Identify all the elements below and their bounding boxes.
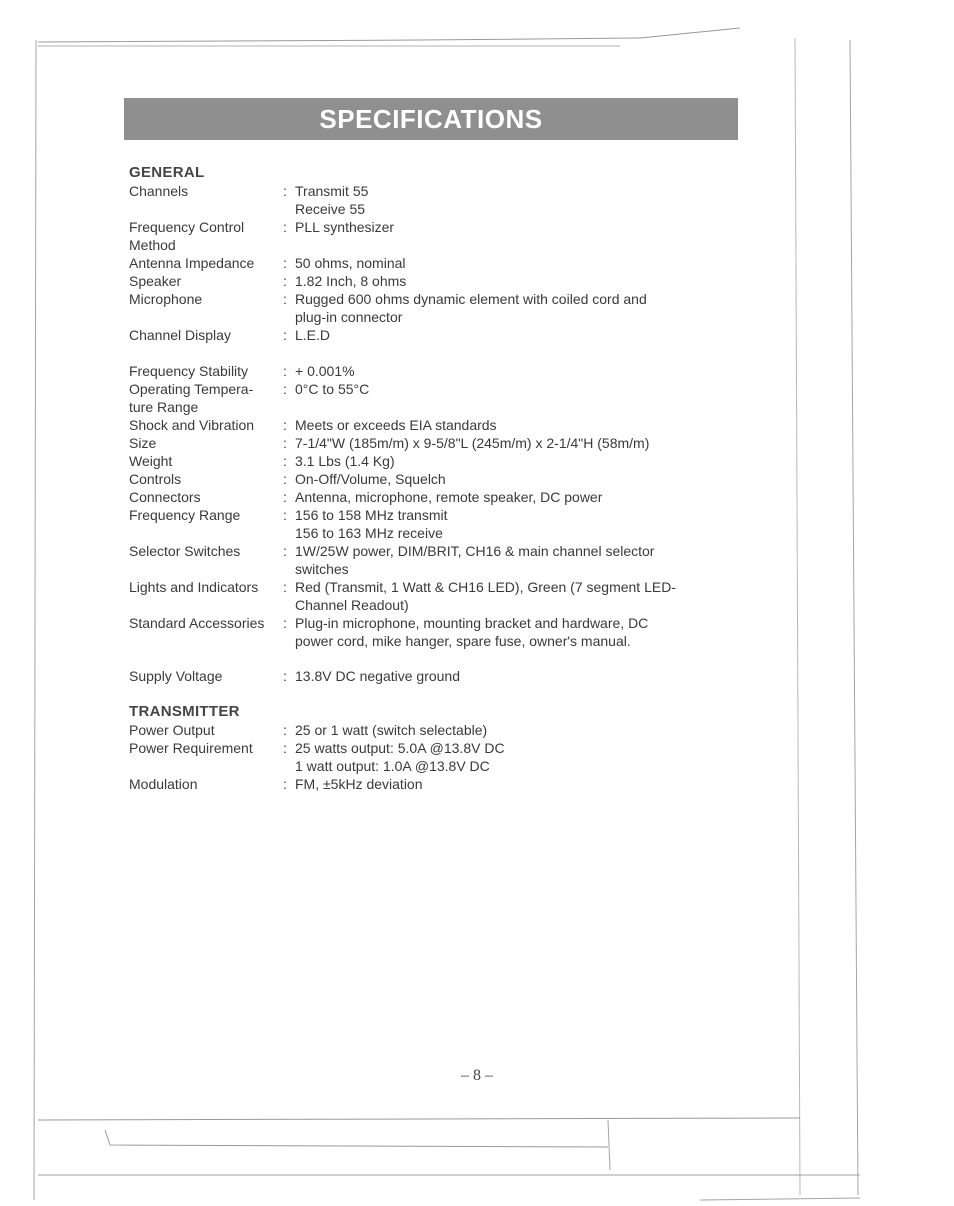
spec-label: Supply Voltage	[129, 668, 223, 684]
spec-value: + 0.001%	[295, 363, 355, 379]
spec-separator: :	[283, 543, 287, 559]
specifications-header-bar	[124, 98, 738, 140]
spec-value: 156 to 158 MHz transmit 156 to 163 MHz receive	[295, 507, 448, 541]
spec-label: Channels	[129, 183, 189, 199]
spec-value: L.E.D	[295, 327, 331, 343]
transmitter-section-heading: TRANSMITTER	[129, 703, 240, 720]
spec-separator: :	[283, 776, 287, 792]
spec-label: Speaker	[129, 273, 182, 289]
spec-value: Red (Transmit, 1 Watt & CH16 LED), Green (7 segment LED- Channel Readout)	[295, 579, 676, 613]
spec-separator: :	[283, 722, 287, 738]
spec-label: Size	[129, 435, 157, 451]
spec-separator: :	[283, 740, 287, 756]
spec-value: Meets or exceeds EIA standards	[295, 417, 497, 433]
page-number: – 8 –	[461, 1067, 493, 1084]
spec-label: Frequency Range	[129, 507, 241, 523]
spec-separator: :	[283, 255, 287, 271]
spec-label: Selector Switches	[129, 543, 241, 559]
general-section-heading: GENERAL	[129, 164, 205, 181]
spec-value: 1.82 Inch, 8 ohms	[295, 273, 407, 289]
spec-separator: :	[283, 291, 287, 307]
spec-value: 3.1 Lbs (1.4 Kg)	[295, 453, 395, 469]
spec-separator: :	[283, 489, 287, 505]
spec-separator: :	[283, 363, 287, 379]
spec-value: 25 or 1 watt (switch selectable)	[295, 722, 488, 738]
spec-separator: :	[283, 219, 287, 235]
spec-label: Channel Display	[129, 327, 231, 343]
spec-label: Antenna Impedance	[129, 255, 255, 271]
spec-separator: :	[283, 507, 287, 523]
spec-label: Modulation	[129, 776, 198, 792]
spec-value: Plug-in microphone, mounting bracket and hardware, DC power cord, mike hanger, spare fuse, owner's manual.	[295, 615, 649, 649]
spec-value: 50 ohms, nominal	[295, 255, 406, 271]
spec-label: Shock and Vibration	[129, 417, 255, 433]
spec-value: Rugged 600 ohms dynamic element with coiled cord and plug-in connector	[295, 291, 647, 325]
spec-separator: :	[283, 381, 287, 397]
spec-value: PLL synthesizer	[295, 219, 395, 235]
spec-label: Power Output	[129, 722, 215, 738]
spec-value: 0°C to 55°C	[295, 381, 370, 397]
spec-value: 1W/25W power, DIM/BRIT, CH16 & main channel selector switches	[295, 543, 655, 577]
spec-separator: :	[283, 183, 287, 199]
spec-separator: :	[283, 417, 287, 433]
spec-label: Microphone	[129, 291, 203, 307]
spec-separator: :	[283, 668, 287, 684]
spec-value: 25 watts output: 5.0A @13.8V DC 1 watt output: 1.0A @13.8V DC	[295, 740, 505, 774]
spec-value: 7-1/4"W (185m/m) x 9-5/8"L (245m/m) x 2-1/4"H (58m/m)	[295, 435, 650, 451]
spec-label: Operating Tempera- ture Range	[129, 381, 254, 415]
spec-separator: :	[283, 273, 287, 289]
spec-value: 13.8V DC negative ground	[295, 668, 460, 684]
spec-value: FM, ±5kHz deviation	[295, 776, 423, 792]
spec-value: Antenna, microphone, remote speaker, DC power	[295, 489, 603, 505]
spec-label: Weight	[129, 453, 173, 469]
spec-label: Connectors	[129, 489, 201, 505]
spec-value: On-Off/Volume, Squelch	[295, 471, 446, 487]
spec-separator: :	[283, 579, 287, 595]
spec-label: Lights and Indicators	[129, 579, 259, 595]
spec-label: Standard Accessories	[129, 615, 265, 631]
spec-value: Transmit 55 Receive 55	[295, 183, 369, 217]
spec-separator: :	[283, 453, 287, 469]
spec-label: Frequency Stability	[129, 363, 249, 379]
spec-label: Power Requirement	[129, 740, 253, 756]
spec-separator: :	[283, 471, 287, 487]
spec-label: Controls	[129, 471, 182, 487]
page-title: SPECIFICATIONS	[319, 103, 543, 134]
spec-separator: :	[283, 435, 287, 451]
spec-label: Frequency Control Method	[129, 219, 245, 253]
spec-separator: :	[283, 327, 287, 343]
spec-separator: :	[283, 615, 287, 631]
